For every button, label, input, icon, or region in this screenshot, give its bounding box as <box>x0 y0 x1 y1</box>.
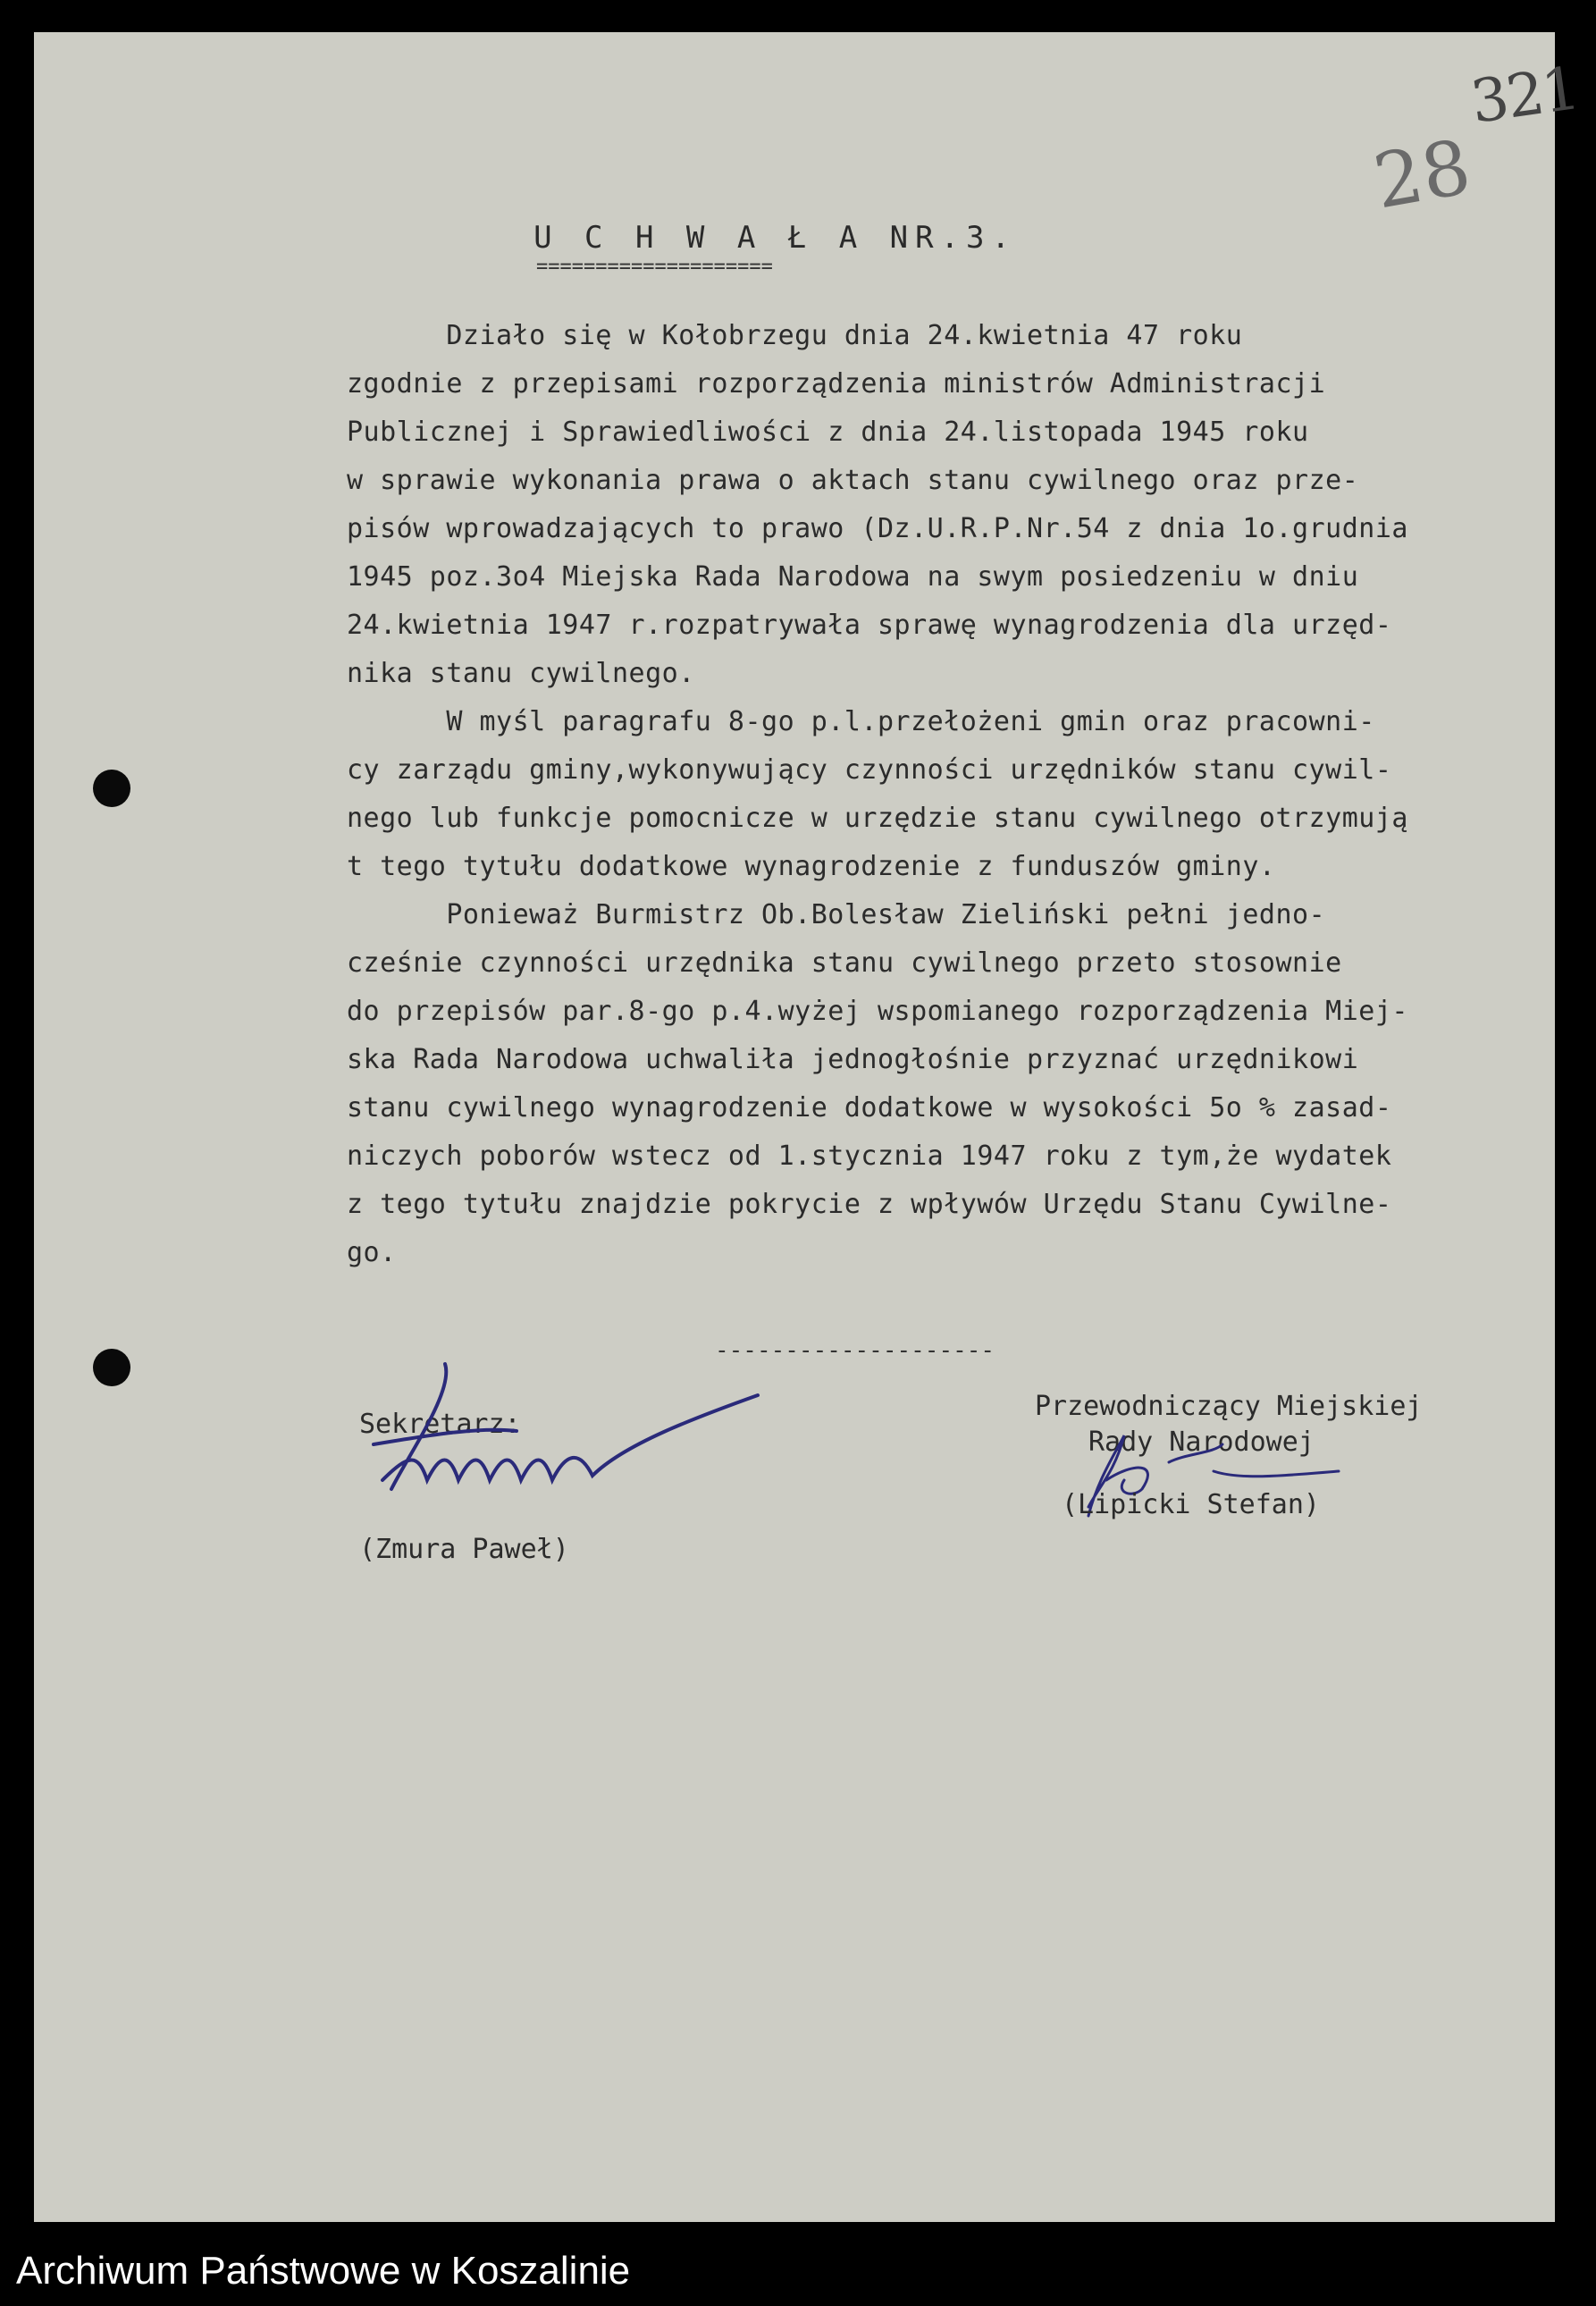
punch-hole-bottom <box>93 1349 130 1386</box>
punch-hole-top <box>93 770 130 807</box>
body-line: Działo się w Kołobrzegu dnia 24.kwietnia 47 roku <box>347 320 1243 351</box>
chairman-name: (Lipicki Stefan) <box>1062 1489 1320 1520</box>
document-title: U C H W A Ł A NR.3. <box>533 220 1017 256</box>
secretary-signature <box>356 1346 776 1507</box>
archive-name: Archiwum Państwowe w Koszalinie <box>16 2249 631 2293</box>
body-line: do przepisów par.8-go p.4.wyżej wspomianego rozporządzenia Miej- <box>347 996 1408 1027</box>
body-line: 24.kwietnia 1947 r.rozpatrywała sprawę wynagrodzenia dla urzęd- <box>347 610 1392 641</box>
body-line: niczych poborów wstecz od 1.stycznia 1947 roku z tym,że wydatek <box>347 1140 1392 1172</box>
page-number-pencil: 28 <box>1367 122 1477 226</box>
body-line: stanu cywilnego wynagrodzenie dodatkowe w wysokości 5o % zasad- <box>347 1092 1392 1124</box>
title-underline: ==================== <box>536 256 773 278</box>
secretary-role: Sekretarz: <box>359 1409 521 1440</box>
body-line: 1945 poz.3o4 Miejska Rada Narodowa na swym posiedzeniu w dniu <box>347 561 1359 593</box>
document-sheet <box>34 32 1583 2222</box>
body-line: Publicznej i Sprawiedliwości z dnia 24.listopada 1945 roku <box>347 417 1309 448</box>
archive-footer <box>0 2233 1596 2306</box>
body-line: cześnie czynności urzędnika stanu cywilnego przeto stosownie <box>347 947 1342 979</box>
body-line: ska Rada Narodowa uchwaliła jednogłośnie przyznać urzędnikowi <box>347 1044 1359 1075</box>
body-line: z tego tytułu znajdzie pokrycie z wpływów Urzędu Stanu Cywilne- <box>347 1189 1392 1220</box>
body-line: w sprawie wykonania prawa o aktach stanu cywilnego oraz prze- <box>347 465 1359 496</box>
body-line: pisów wprowadzających to prawo (Dz.U.R.P.Nr.54 z dnia 1o.grudnia <box>347 513 1408 544</box>
body-line: nego lub funkcje pomocnicze w urzędzie stanu cywilnego otrzymują <box>347 803 1408 834</box>
body-line: W myśl paragrafu 8-go p.l.przełożeni gmin oraz pracowni- <box>347 706 1375 737</box>
body-line: t tego tytułu dodatkowe wynagrodzenie z funduszów gminy. <box>347 851 1276 882</box>
body-line: nika stanu cywilnego. <box>347 658 695 689</box>
body-line: cy zarządu gminy,wykonywujący czynności urzędników stanu cywil- <box>347 754 1392 786</box>
chairman-role-line1: Przewodniczący Miejskiej <box>1035 1391 1423 1422</box>
chairman-role-line2: Rady Narodowej <box>1088 1427 1315 1458</box>
secretary-name: (Zmura Paweł) <box>359 1534 569 1565</box>
body-line: zgodnie z przepisami rozporządzenia ministrów Administracji <box>347 368 1326 400</box>
body-line: go. <box>347 1237 397 1268</box>
body-line: Ponieważ Burmistrz Ob.Bolesław Zieliński pełni jedno- <box>347 899 1326 930</box>
separator-line: -------------------- <box>715 1337 995 1364</box>
page-number-stamp: 321 <box>1466 54 1583 137</box>
